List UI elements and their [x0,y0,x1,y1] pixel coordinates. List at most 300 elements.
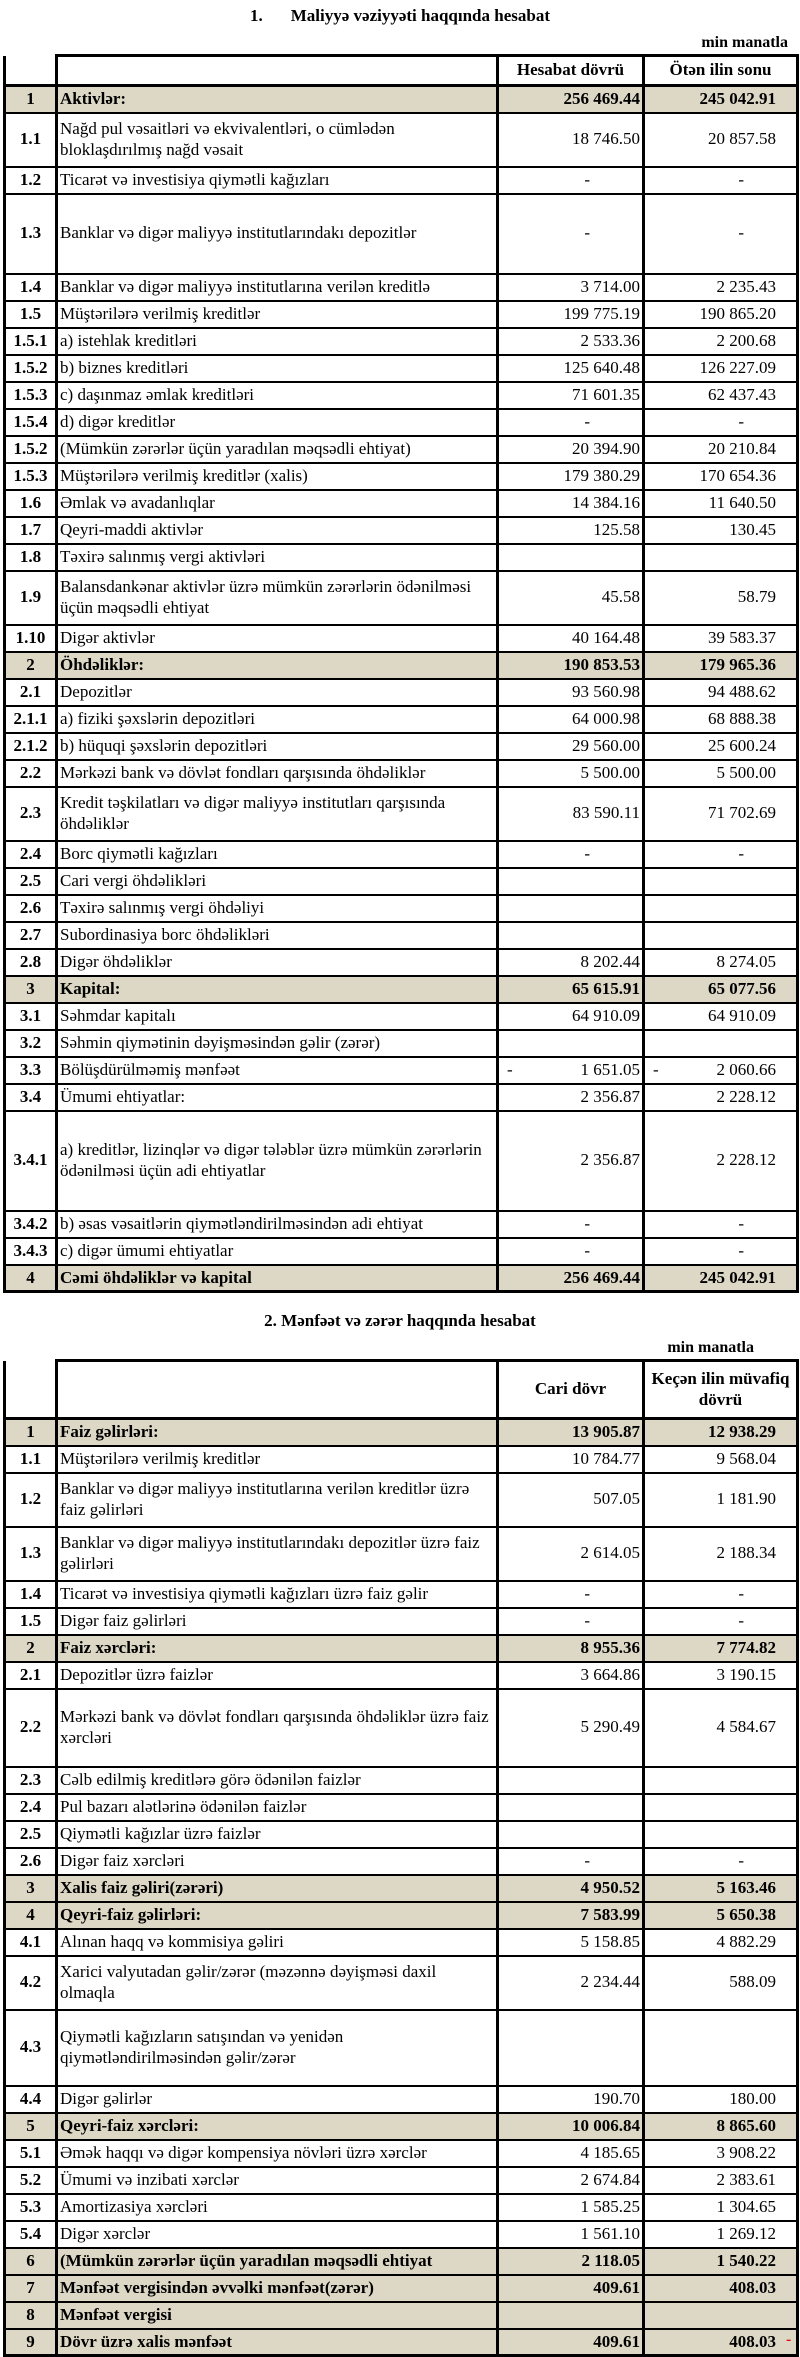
value-previous-period: 68 888.38 [644,706,798,733]
value-current-period [498,1767,644,1794]
row-number: 1.5.3 [5,463,57,490]
value-current-period: 14 384.16 [498,490,644,517]
table-row [5,2086,798,2113]
value-previous-period: 1 269.12 [644,2221,798,2248]
row-number: 2.7 [5,922,57,949]
row-label: Digər gəlirlər [57,2086,498,2113]
row-label: Qiymətli kağızlar üzrə faizlər [57,1821,498,1848]
value-previous-period: 65 077.56 [644,976,798,1003]
value-previous-period: 25 600.24 [644,733,798,760]
table-row [5,436,798,463]
row-number: 3.4.3 [5,1238,57,1265]
table-row [5,625,798,652]
value-previous-period: 170 654.36 [644,463,798,490]
row-number: 1.4 [5,274,57,301]
row-number: 5.2 [5,2167,57,2194]
row-label: Kredit təşkilatları və digər maliyyə institutları qarşısında öhdəliklər [57,787,498,841]
row-number: 1.2 [5,1473,57,1527]
table-row [5,1767,798,1794]
value-previous-period: 180.00 [644,2086,798,2113]
value-previous-period: 7 774.82 [644,1635,798,1662]
row-number: 2.2 [5,760,57,787]
row-label: Öhdəliklər: [57,652,498,679]
value-previous-period: 2 235.43 [644,274,798,301]
row-number: 1.1 [5,113,57,167]
value-previous-period: 64 910.09 [644,1003,798,1030]
value-previous-period [644,922,798,949]
row-number: 5.4 [5,2221,57,2248]
table-row [5,2302,798,2329]
value-current-period: 45.58 [498,571,644,625]
value-previous-period: - [644,1581,798,1608]
row-label: Ümumi və inzibati xərclər [57,2167,498,2194]
row-number: 2.6 [5,895,57,922]
header-col-current: Cari dövr [498,1361,644,1419]
row-number: 1.5.2 [5,355,57,382]
row-number: 3.4.1 [5,1111,57,1211]
value-current-period: 125.58 [498,517,644,544]
table-row [5,2329,798,2356]
table-row [5,571,798,625]
value-previous-period: 8 865.60 [644,2113,798,2140]
table-row [5,2010,798,2086]
row-number: 1.10 [5,625,57,652]
row-label: Əmlak və avadanlıqlar [57,490,498,517]
title-1-number: 1. [249,6,263,25]
row-label: Subordinasiya borc öhdəlikləri [57,922,498,949]
row-number: 2.1.1 [5,706,57,733]
value-current-period: 2 674.84 [498,2167,644,2194]
row-number: 1.5 [5,1608,57,1635]
row-number: 1.8 [5,544,57,571]
value-previous-period: - [644,409,798,436]
row-label: Dövr üzrə xalis mənfəət [57,2329,498,2356]
value-current-period: 179 380.29 [498,463,644,490]
value-current-period: - [498,194,644,274]
row-label: Səhmin qiymətinin dəyişməsindən gəlir (zərər) [57,1030,498,1057]
row-label: Qeyri-maddi aktivlər [57,517,498,544]
header-label-cell [57,56,498,86]
row-number: 2.5 [5,868,57,895]
row-label: Depozitlər üzrə faizlər [57,1662,498,1689]
row-number: 2 [5,652,57,679]
row-label: Nağd pul vəsaitləri və ekvivalentləri, o cümlədən bloklaşdırılmış nağd vəsait [57,113,498,167]
table-row [5,1265,798,1292]
value-current-period: 190 853.53 [498,652,644,679]
row-number: 2.1 [5,1662,57,1689]
value-current-period: 2 356.87 [498,1084,644,1111]
row-label: (Mümkün zərərlər üçün yaradılan məqsədli ehtiyat [57,2248,498,2275]
row-label: c) digər ümumi ehtiyatlar [57,1238,498,1265]
value-previous-period [644,1767,798,1794]
table-row [5,1057,798,1084]
row-label: d) digər kreditlər [57,409,498,436]
row-number: 4.4 [5,2086,57,2113]
row-label: Xalis faiz gəliri(zərəri) [57,1875,498,1902]
row-label: b) biznes kreditləri [57,355,498,382]
value-previous-period: 39 583.37 [644,625,798,652]
row-label: Kapital: [57,976,498,1003]
table-row [5,301,798,328]
title-1-text: Maliyyə vəziyyəti haqqında hesabat [290,6,550,25]
row-number: 1.2 [5,167,57,194]
row-label: Təxirə salınmış vergi aktivləri [57,544,498,571]
row-number: 3.1 [5,1003,57,1030]
value-previous-period: - [644,167,798,194]
value-current-period [498,2010,644,2086]
value-previous-period: 12 938.29 [644,1419,798,1446]
value-previous-period: 2 228.12 [644,1111,798,1211]
row-label: Xarici valyutadan gəlir/zərər (məzənnə dəyişməsi daxil olmaqla [57,1956,498,2010]
negative-value: 2 060.66 [716,1059,776,1079]
row-number: 9 [5,2329,57,2356]
row-number: 1.5.2 [5,436,57,463]
value-previous-period: 2 200.68 [644,328,798,355]
statement-profit-loss [0,1311,800,2357]
row-number: 2.1 [5,679,57,706]
value-previous-period [644,1821,798,1848]
value-previous-period: 179 965.36 [644,652,798,679]
row-label: (Mümkün zərərlər üçün yaradılan məqsədli ehtiyat) [57,436,498,463]
row-label: c) daşınmaz əmlak kreditləri [57,382,498,409]
row-number: 1.3 [5,1527,57,1581]
value-current-period: - [498,409,644,436]
row-label: Qeyri-faiz xərcləri: [57,2113,498,2140]
row-number: 4.2 [5,1956,57,2010]
row-label: Mərkəzi bank və dövlət fondları qarşısında öhdəliklər [57,760,498,787]
row-number: 1.5 [5,301,57,328]
value-current-period: 2 614.05 [498,1527,644,1581]
value-current-period [498,1057,644,1084]
value-previous-period: - [644,194,798,274]
value-current-period: 64 910.09 [498,1003,644,1030]
value-previous-period [644,1030,798,1057]
header-number-cell [5,56,57,86]
row-number: 1.4 [5,1581,57,1608]
row-label: Digər aktivlər [57,625,498,652]
row-number: 2 [5,1635,57,1662]
value-previous-period: 20 857.58 [644,113,798,167]
value-current-period: 4 950.52 [498,1875,644,1902]
row-number: 2.6 [5,1848,57,1875]
row-label: b) hüquqi şəxslərin depozitləri [57,733,498,760]
value-previous-period: 588.09 [644,1956,798,2010]
value-current-period: 18 746.50 [498,113,644,167]
row-number: 2.1.2 [5,733,57,760]
row-number: 4 [5,1265,57,1292]
value-current-period: 83 590.11 [498,787,644,841]
value-current-period: - [498,1211,644,1238]
value-current-period: 10 784.77 [498,1446,644,1473]
value-current-period: 2 356.87 [498,1111,644,1211]
row-number: 3.4 [5,1084,57,1111]
value-current-period: 409.61 [498,2329,644,2356]
row-label: Depozitlər [57,679,498,706]
value-previous-period: 5 163.46 [644,1875,798,1902]
table-row [5,1527,798,1581]
row-number: 4.1 [5,1929,57,1956]
value-previous-period: 245 042.91 [644,86,798,113]
value-current-period [498,922,644,949]
value-previous-period: - [644,1848,798,1875]
row-label: Banklar və digər maliyyə institutlarına verilən kreditlər üzrə faiz gəlirləri [57,1473,498,1527]
value-current-period: 125 640.48 [498,355,644,382]
row-label: Cəmi öhdəliklər və kapital [57,1265,498,1292]
value-current-period: 7 583.99 [498,1902,644,1929]
value-previous-period: 1 181.90 [644,1473,798,1527]
value-current-period [498,544,644,571]
row-number: 1.1 [5,1446,57,1473]
row-label: Əmək haqqı və digər kompensiya növləri üzrə xərclər [57,2140,498,2167]
row-label: Cari vergi öhdəlikləri [57,868,498,895]
table-row [5,544,798,571]
header-col-previous: Ötən ilin sonu [644,56,798,86]
table-row [5,1003,798,1030]
header-row [5,1361,798,1419]
header-label-cell [57,1361,498,1419]
row-number: 3 [5,1875,57,1902]
table-row [5,2221,798,2248]
table-row [5,841,798,868]
row-number: 4.3 [5,2010,57,2086]
table-row [5,2194,798,2221]
value-previous-period: 3 908.22 [644,2140,798,2167]
row-label: Alınan haqq və kommisiya gəliri [57,1929,498,1956]
row-label: Borc qiymətli kağızları [57,841,498,868]
value-current-period: 8 202.44 [498,949,644,976]
value-current-period: 507.05 [498,1473,644,1527]
row-label: Faiz xərcləri: [57,1635,498,1662]
header-number-cell [5,1361,57,1419]
value-current-period: - [498,1848,644,1875]
value-current-period [498,1821,644,1848]
row-number: 2.5 [5,1821,57,1848]
table-row [5,1446,798,1473]
value-current-period: - [498,167,644,194]
row-number: 1.3 [5,194,57,274]
row-label: Bölüşdürülməmiş mənfəət [57,1057,498,1084]
value-previous-period: 2 188.34 [644,1527,798,1581]
page-title-2: 2. Mənfəət və zərər haqqında hesabat [264,1311,536,1330]
table-row [5,463,798,490]
value-current-period: 409.61 [498,2275,644,2302]
table-row [5,733,798,760]
value-previous-period: 5 650.38 [644,1902,798,1929]
financial-position-table [3,54,799,1293]
value-previous-period: 71 702.69 [644,787,798,841]
value-previous-period: 9 568.04 [644,1446,798,1473]
value-current-period: - [498,1581,644,1608]
row-label: Banklar və digər maliyyə institutlarındakı depozitlər [57,194,498,274]
profit-loss-table [3,1359,799,2357]
row-number: 5 [5,2113,57,2140]
table-row [5,2167,798,2194]
table-row [5,1821,798,1848]
header-col-current: Hesabat dövrü [498,56,644,86]
row-label: Banklar və digər maliyyə institutlarındakı depozitlər üzrə faiz gəlirləri [57,1527,498,1581]
row-label: Pul bazarı alətlərinə ödənilən faizlər [57,1794,498,1821]
value-current-period: 5 158.85 [498,1929,644,1956]
value-previous-period: 62 437.43 [644,382,798,409]
table-row [5,652,798,679]
table-row [5,382,798,409]
table-row [5,194,798,274]
row-number: 1 [5,86,57,113]
value-current-period: 256 469.44 [498,86,644,113]
row-number: 3 [5,976,57,1003]
table-row [5,1211,798,1238]
table-row [5,679,798,706]
row-label: Aktivlər: [57,86,498,113]
value-current-period [498,2302,644,2329]
row-number: 2.8 [5,949,57,976]
negative-value: 1 651.05 [580,1059,640,1079]
value-current-period [498,1030,644,1057]
negative-sign: - [507,1059,513,1079]
value-current-period [498,1794,644,1821]
table-row [5,167,798,194]
row-label: Müştərilərə verilmiş kreditlər [57,1446,498,1473]
row-number: 2.4 [5,841,57,868]
table-row [5,1689,798,1767]
row-number: 8 [5,2302,57,2329]
table-row [5,949,798,976]
row-number: 2.2 [5,1689,57,1767]
table-row [5,1662,798,1689]
value-previous-period [644,2010,798,2086]
row-label: Qiymətli kağızların satışından və yenidən qiymətləndirilməsindən gəlir/zərər [57,2010,498,2086]
value-previous-period: - [644,841,798,868]
row-label: Müştərilərə verilmiş kreditlər [57,301,498,328]
table-row [5,1084,798,1111]
row-number: 4 [5,1902,57,1929]
row-number: 3.3 [5,1057,57,1084]
table-row [5,86,798,113]
row-label: Müştərilərə verilmiş kreditlər (xalis) [57,463,498,490]
table-row [5,1875,798,1902]
value-previous-period [644,1794,798,1821]
row-number: 2.3 [5,1767,57,1794]
value-current-period: 13 905.87 [498,1419,644,1446]
value-current-period: 2 234.44 [498,1956,644,2010]
value-previous-period [644,868,798,895]
value-previous-period [644,895,798,922]
row-number: 1.5.4 [5,409,57,436]
unit-label-2: min manatla [667,1339,754,1356]
row-number: 1.7 [5,517,57,544]
unit-label-1: min manatla [701,34,788,51]
table-row [5,868,798,895]
value-previous-period [644,2302,798,2329]
statement-financial-position [0,6,800,1293]
table-row [5,1794,798,1821]
row-label: Ümumi ehtiyatlar: [57,1084,498,1111]
row-label: a) kreditlər, lizinqlər və digər tələblər üzrə mümkün zərərlərin ödənilməsi üçün adi ehtiyatlar [57,1111,498,1211]
row-number: 3.2 [5,1030,57,1057]
row-number: 6 [5,2248,57,2275]
row-label: Ticarət və investisiya qiymətli kağızları [57,167,498,194]
row-label: Digər öhdəliklər [57,949,498,976]
table-row [5,922,798,949]
row-label: a) fiziki şəxslərin depozitləri [57,706,498,733]
value-previous-period [644,544,798,571]
value-current-period: 20 394.90 [498,436,644,463]
value-previous-period: 2 228.12 [644,1084,798,1111]
row-label: b) əsas vəsaitlərin qiymətləndirilməsindən adi ehtiyat [57,1211,498,1238]
table-row [5,1902,798,1929]
value-previous-period: - [644,1608,798,1635]
value-previous-period: 5 500.00 [644,760,798,787]
value-previous-period: 2 383.61 [644,2167,798,2194]
value-current-period: 1 561.10 [498,2221,644,2248]
row-label: Səhmdar kapitalı [57,1003,498,1030]
value-previous-period: 58.79 [644,571,798,625]
row-label: Təxirə salınmış vergi öhdəliyi [57,895,498,922]
table-row [5,1581,798,1608]
row-number: 5.3 [5,2194,57,2221]
row-label: Mərkəzi bank və dövlət fondları qarşısında öhdəliklər üzrə faiz xərcləri [57,1689,498,1767]
row-number: 1.5.3 [5,382,57,409]
value-previous-period: 245 042.91 [644,1265,798,1292]
table-row [5,1238,798,1265]
header-col-previous: Keçən ilin müvafiq dövrü [644,1361,798,1419]
table-row [5,1848,798,1875]
row-label: Banklar və digər maliyyə institutlarına verilən kreditlə [57,274,498,301]
value-current-period [498,895,644,922]
value-previous-period: 8 274.05 [644,949,798,976]
row-label: Amortizasiya xərcləri [57,2194,498,2221]
table-row [5,328,798,355]
value-previous-period: 408.03 [644,2275,798,2302]
table-row [5,706,798,733]
value-previous-period: 126 227.09 [644,355,798,382]
value-current-period: 3 714.00 [498,274,644,301]
row-label: Ticarət və investisiya qiymətli kağızları üzrə faiz gəlir [57,1581,498,1608]
value-current-period: 71 601.35 [498,382,644,409]
value-previous-period: 3 190.15 [644,1662,798,1689]
value-current-period: 190.70 [498,2086,644,2113]
row-label: Cəlb edilmiş kreditlərə görə ödənilən faizlər [57,1767,498,1794]
row-number: 5.1 [5,2140,57,2167]
table-row [5,2248,798,2275]
table-row [5,409,798,436]
value-current-period: 4 185.65 [498,2140,644,2167]
table-row [5,787,798,841]
table-row [5,2275,798,2302]
table-row [5,113,798,167]
value-current-period: 2 118.05 [498,2248,644,2275]
value-current-period: 256 469.44 [498,1265,644,1292]
row-label: Mənfəət vergisi [57,2302,498,2329]
table-row [5,1956,798,2010]
value-previous-period: 130.45 [644,517,798,544]
table-row [5,2140,798,2167]
value-current-period: - [498,1608,644,1635]
table-row [5,1929,798,1956]
value-current-period: 64 000.98 [498,706,644,733]
row-label: Faiz gəlirləri: [57,1419,498,1446]
value-current-period: 1 585.25 [498,2194,644,2221]
table-row [5,895,798,922]
row-label: Digər faiz xərcləri [57,1848,498,1875]
red-dash-annotation: - [786,2331,792,2348]
value-current-period [498,868,644,895]
table-row [5,1635,798,1662]
table-row [5,1030,798,1057]
value-previous-period: 20 210.84 [644,436,798,463]
table-row [5,517,798,544]
value-previous-period: 408.03 [644,2329,798,2356]
